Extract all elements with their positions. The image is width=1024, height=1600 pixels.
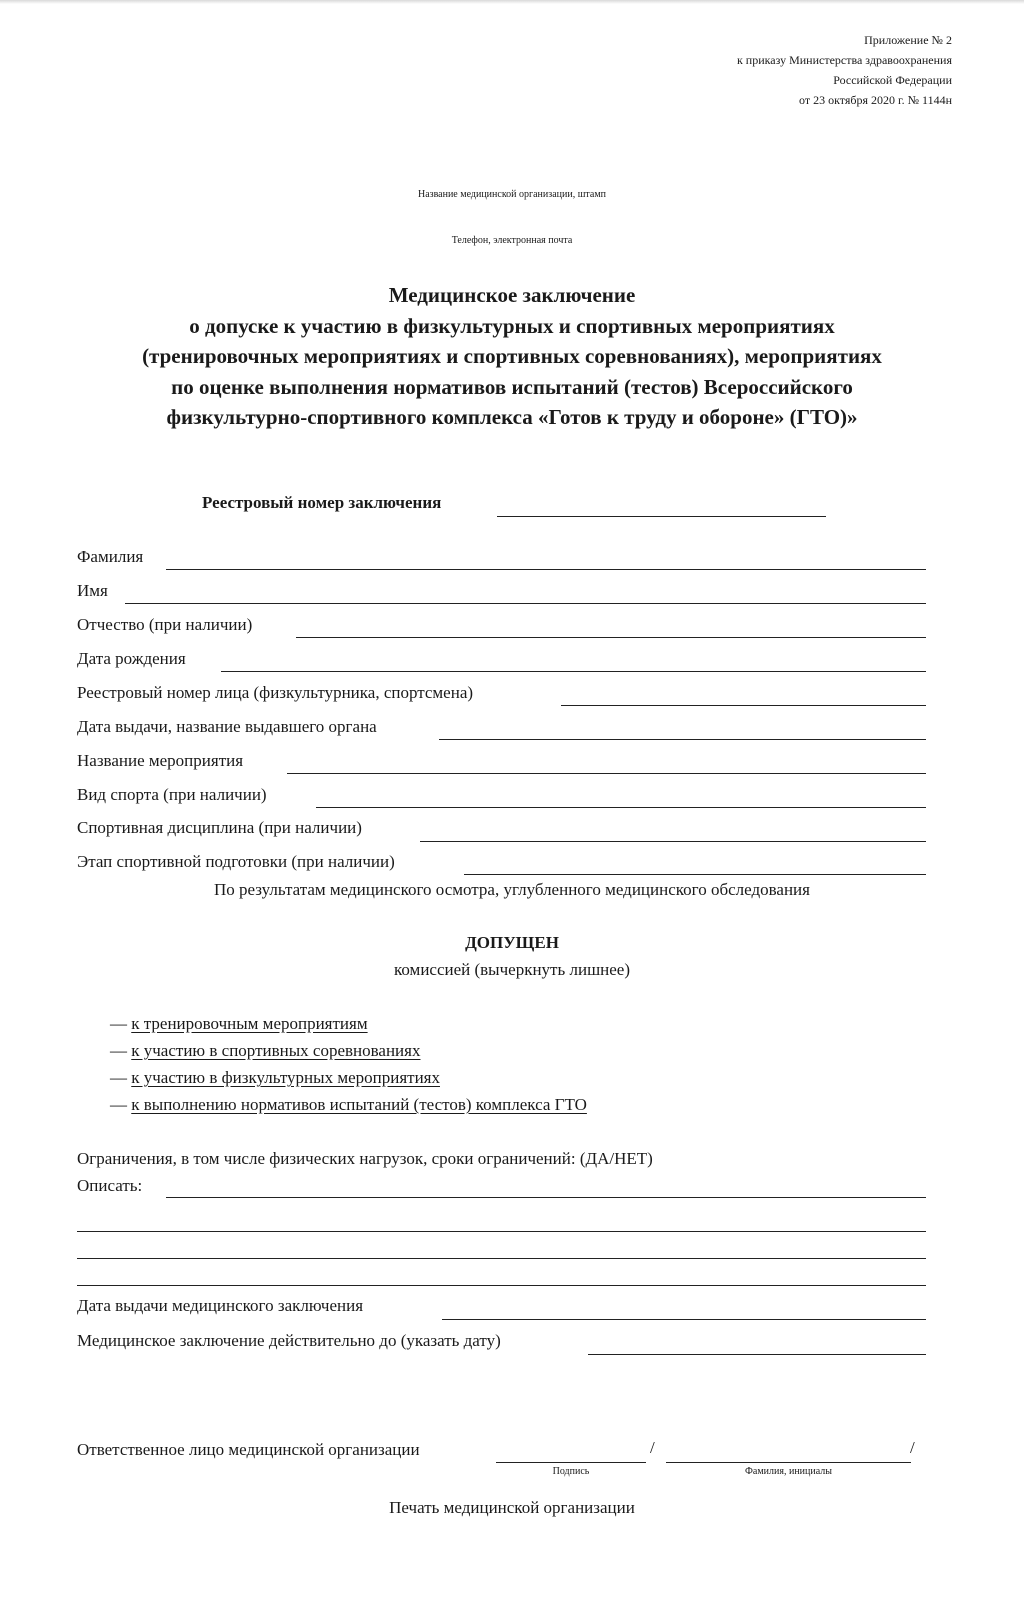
option-sport-events[interactable] — [110, 1068, 440, 1088]
option-text: к участию в физкультурных мероприятиях — [131, 1068, 440, 1087]
option-gto-tests[interactable] — [110, 1095, 587, 1115]
title-line-5: физкультурно-спортивного комплекса «Готов к труду и обороне» (ГТО)» — [166, 405, 858, 429]
registry-number-field[interactable] — [497, 516, 826, 517]
describe-field-line-4[interactable] — [77, 1285, 926, 1286]
title-line-4: по оценке выполнения нормативов испытаний (тестов) Всероссийского — [171, 374, 853, 399]
discipline-field[interactable] — [420, 841, 926, 842]
appendix-line-4: от 23 октября 2020 г. № 1144н — [799, 93, 952, 107]
title-line-3: (тренировочных мероприятиях и спортивных соревнованиях), мероприятиях — [142, 344, 882, 368]
patronymic-field[interactable] — [296, 637, 926, 638]
appendix-line-2: к приказу Министерства здравоохранения — [736, 53, 952, 67]
field-label-discipline: Спортивная дисциплина (при наличии) — [77, 818, 362, 837]
appendix-block — [737, 30, 952, 110]
slash-separator-1: / — [650, 1438, 655, 1457]
commission-text: комиссией (вычеркнуть лишнее) — [393, 960, 631, 979]
field-label-birth-date: Дата рождения — [77, 649, 186, 668]
describe-field-line-2[interactable] — [77, 1231, 926, 1232]
signature-caption: Подпись — [552, 1466, 590, 1477]
title-line-1: Медицинское заключение — [388, 283, 636, 307]
field-label-sport: Вид спорта (при наличии) — [77, 785, 267, 804]
valid-until-field[interactable] — [588, 1354, 926, 1355]
field-label-event-name: Название мероприятия — [77, 751, 244, 770]
option-text: к выполнению нормативов испытаний (тестов) комплекса ГТО — [131, 1095, 587, 1114]
birth-date-field[interactable] — [221, 671, 926, 672]
field-label-surname: Фамилия — [77, 547, 144, 566]
option-training[interactable] — [110, 1014, 368, 1034]
option-dash: — — [110, 1014, 127, 1033]
issue-date-field[interactable] — [442, 1319, 926, 1320]
full-name-caption: Фамилия, инициалы — [745, 1466, 832, 1477]
event-name-field[interactable] — [287, 773, 926, 774]
describe-field-line-3[interactable] — [77, 1258, 926, 1259]
valid-until-label: Медицинское заключение действительно до (указать дату) — [77, 1331, 501, 1350]
responsible-label: Ответственное лицо медицинской организации — [77, 1440, 420, 1459]
org-caption: Название медицинской организации, штамп — [417, 189, 607, 200]
slash-separator-2: / — [910, 1438, 915, 1457]
option-text: к участию в спортивных соревнованиях — [131, 1041, 421, 1060]
sport-field[interactable] — [316, 807, 926, 808]
name-field[interactable] — [125, 603, 926, 604]
admitted-heading: ДОПУЩЕН — [465, 933, 559, 952]
page-top-shade — [0, 0, 1024, 4]
full-name-field[interactable] — [666, 1462, 911, 1463]
field-label-training-stage: Этап спортивной подготовки (при наличии) — [77, 852, 395, 871]
training-stage-field[interactable] — [464, 874, 926, 875]
option-dash: — — [110, 1041, 127, 1060]
issue-date-label: Дата выдачи медицинского заключения — [77, 1296, 364, 1315]
field-label-person-registry: Реестровый номер лица (физкультурника, спортсмена) — [77, 683, 474, 702]
option-dash: — — [110, 1068, 127, 1087]
appendix-line-1: Приложение № 2 — [864, 33, 952, 47]
issue-info-field[interactable] — [439, 739, 926, 740]
results-text: По результатам медицинского осмотра, углубленного медицинского обследования — [214, 880, 810, 899]
option-competitions[interactable] — [110, 1041, 420, 1061]
title-line-2: о допуске к участию в физкультурных и спортивных мероприятиях — [189, 313, 835, 338]
registry-number-label: Реестровый номер заключения — [202, 493, 442, 512]
contact-caption: Телефон, электронная почта — [451, 235, 573, 246]
person-registry-field[interactable] — [561, 705, 926, 706]
field-label-issue-info: Дата выдачи, название выдавшего органа — [77, 717, 377, 736]
signature-field[interactable] — [496, 1462, 646, 1463]
field-label-name: Имя — [77, 581, 108, 600]
option-text: к тренировочным мероприятиям — [131, 1014, 368, 1033]
describe-label: Описать: — [77, 1176, 143, 1195]
restrictions-text: Ограничения, в том числе физических нагрузок, сроки ограничений: (ДА/НЕТ) — [77, 1149, 653, 1168]
option-dash: — — [110, 1095, 127, 1114]
stamp-text: Печать медицинской организации — [389, 1498, 635, 1517]
document-title — [60, 280, 964, 433]
surname-field[interactable] — [166, 569, 926, 570]
describe-field-line-1[interactable] — [166, 1197, 926, 1198]
appendix-line-3: Российской Федерации — [833, 73, 952, 87]
field-label-patronymic: Отчество (при наличии) — [77, 615, 253, 634]
